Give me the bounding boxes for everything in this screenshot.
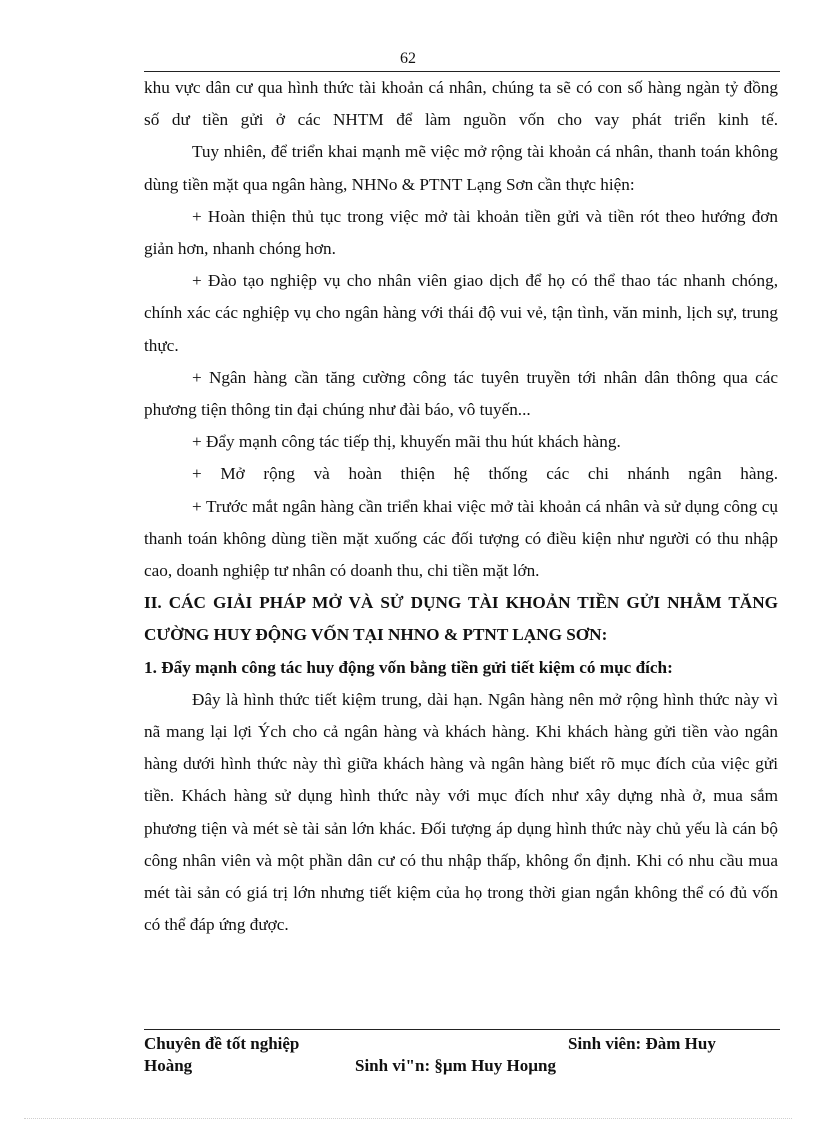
paragraph: Đây là hình thức tiết kiệm trung, dài hạn. Ngân hàng nên mở rộng hình thức này vì nã mang lại lợi Ých cho cả ngân hàng và khách hàng. Khi khách hàng gửi tiền vào ngân hàng dưới hình thức này thì giữa khách hàng và ngân hàng biết rõ mục đích của việc gửi tiền. Khách hàng sử dụng hình thức này với mục đích như xây dựng nhà ở, mua sắm phương tiện và mét sè tài sản lớn khác. Đối tượng áp dụng hình thức này chủ yếu là cán bộ công nhân viên và một phần dân cư có thu nhập thấp, không ổn định. Khi có nhu cầu mua mét tài sản có giá trị lớn nhưng tiết kiệm của họ trong thời gian ngắn không thể có đủ vốn có thể đáp ứng được. (144, 689, 778, 935)
bullet-paragraph: + Mở rộng và hoàn thiện hệ thống các chi nhánh ngân hàng. (192, 464, 778, 484)
footer-student-continued: Hoàng (144, 1056, 193, 1075)
bullet-paragraph: + Trước mắt ngân hàng cần triển khai việc mở tài khoản cá nhân và sử dụng công cụ thanh toán không dùng tiền mặt xuống các đối tượng có điều kiện như người có thu nhập cao, doanh nghiệp tư nhân có doanh thu, chi tiền mặt lớn. (144, 496, 778, 581)
section-heading: II. CÁC GIẢI PHÁP MỞ VÀ SỬ DỤNG TÀI KHOẢN TIỀN GỬI NHẰM TĂNG CƯỜNG HUY ĐỘNG VỐN TẠI NHNO & PTNT LẠNG SƠN: (144, 593, 778, 645)
bullet-paragraph: + Ngân hàng cần tăng cường công tác tuyên truyền tới nhân dân thông qua các phương tiện thông tin đại chúng như đài báo, vô tuyến... (144, 367, 778, 420)
page-number: 62 (400, 50, 416, 67)
footer-garbled-student: Sinh vi"n: §µm Huy Hoµng (355, 1056, 556, 1075)
subsection-heading: 1. Đẩy mạnh công tác huy động vốn bằng tiền gửi tiết kiệm có mục đích: (144, 657, 673, 677)
footer-rule (144, 1029, 780, 1030)
page-bottom-border (24, 1118, 792, 1119)
document-body (144, 72, 778, 941)
bullet-paragraph: + Đẩy mạnh công tác tiếp thị, khuyến mãi thu hút khách hàng. (192, 432, 621, 452)
footer-title: Chuyên đề tốt nghiệp (144, 1034, 300, 1053)
paragraph: khu vực dân cư qua hình thức tài khoản cá nhân, chúng ta sẽ có con số hàng ngàn tỷ đồng số dư tiền gửi ở các NHTM để làm nguồn vốn cho vay phát triển kinh tế. (144, 78, 778, 130)
bullet-paragraph: + Đào tạo nghiệp vụ cho nhân viên giao dịch để họ có thể thao tác nhanh chóng, chính xác các nghiệp vụ cho ngân hàng với thái độ vui vẻ, tận tình, văn minh, lịch sự, trung thực. (144, 271, 778, 355)
footer-student: Sinh viên: Đàm Huy (568, 1034, 716, 1053)
paragraph: Tuy nhiên, để triển khai mạnh mẽ việc mở rộng tài khoản cá nhân, thanh toán không dùng tiền mặt qua ngân hàng, NHNo & PTNT Lạng Sơn cần thực hiện: (144, 142, 778, 194)
bullet-paragraph: + Hoàn thiện thủ tục trong việc mở tài khoản tiền gửi và tiền rót theo hướng đơn giản hơn, nhanh chóng hơn. (144, 206, 778, 259)
